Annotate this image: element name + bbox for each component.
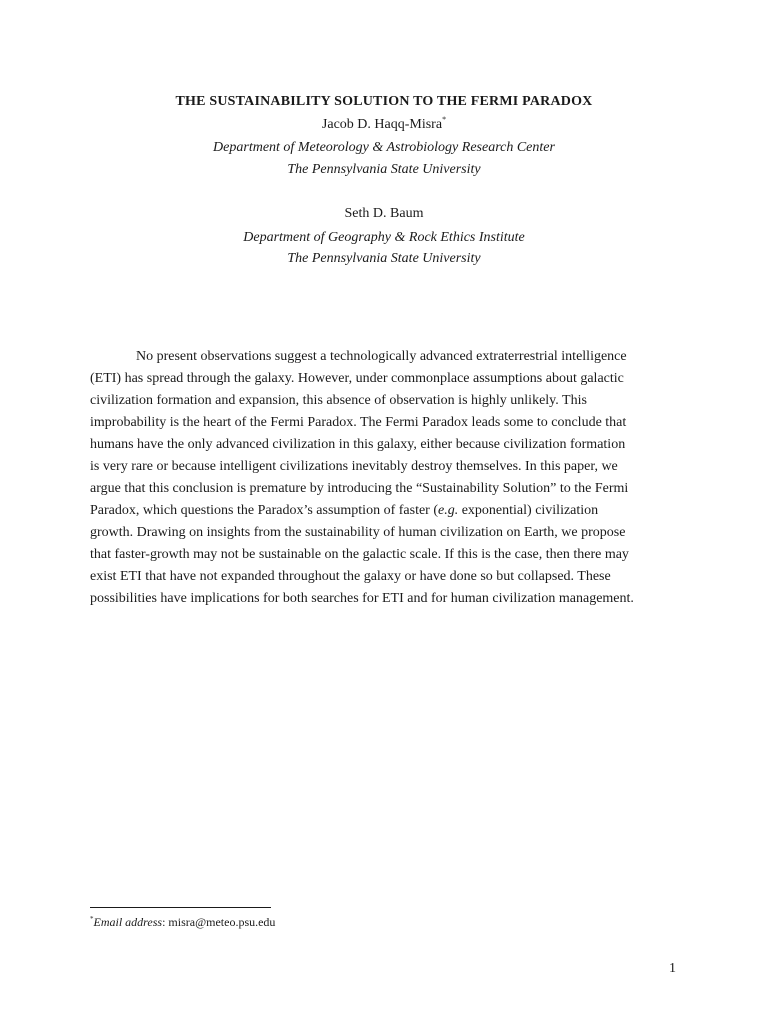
footnote-label: Email address: [93, 915, 163, 929]
abstract-line: argue that this conclusion is premature by introducing the “Sustainability Solution” to the Fermi: [90, 481, 629, 496]
abstract-line-pre: Paradox, which questions the Paradox’s assumption of faster (: [90, 503, 438, 518]
footnote: [90, 915, 275, 930]
abstract-line: growth. Drawing on insights from the sustainability of human civilization on Earth, we propose: [90, 525, 626, 540]
abstract-line: humans have the only advanced civilization in this galaxy, either because civilization formation: [90, 437, 626, 452]
abstract-line: improbability is the heart of the Fermi Paradox. The Fermi Paradox leads some to conclude that: [90, 415, 627, 430]
author-2-affiliation-dept: Department of Geography & Rock Ethics Institute: [243, 230, 525, 245]
abstract-line: possibilities have implications for both searches for ETI and for human civilization management.: [90, 591, 634, 606]
footnote-marker: *: [90, 915, 94, 923]
paper-title: THE SUSTAINABILITY SOLUTION TO THE FERMI PARADOX: [175, 94, 593, 109]
author-2-affiliation-univ: The Pennsylvania State University: [287, 251, 481, 266]
footnote-divider: [90, 907, 271, 908]
author-1-footnote-marker: *: [442, 115, 447, 124]
abstract-line: No present observations suggest a technologically advanced extraterrestrial intelligence: [136, 349, 627, 364]
footnote-separator: :: [162, 915, 169, 929]
abstract-line: (ETI) has spread through the galaxy. However, under commonplace assumptions about galactic: [90, 371, 624, 386]
abstract-line: [90, 500, 680, 522]
footnote-email: misra@meteo.psu.edu: [168, 915, 276, 929]
abstract-line-post: exponential) civilization: [458, 503, 599, 518]
abstract-line-eg: e.g.: [438, 503, 459, 518]
abstract: [90, 346, 680, 610]
author-1-affiliation-univ: The Pennsylvania State University: [287, 162, 481, 177]
page-number: 1: [669, 961, 676, 976]
abstract-line: civilization formation and expansion, this absence of observation is highly unlikely. This: [90, 393, 587, 408]
author-1-name: Jacob D. Haqq-Misra: [321, 117, 443, 132]
abstract-line: is very rare or because intelligent civilizations inevitably destroy themselves. In this paper, we: [90, 459, 618, 474]
abstract-line: that faster-growth may not be sustainable on the galactic scale. If this is the case, then there may: [90, 547, 629, 562]
abstract-line: exist ETI that have not expanded throughout the galaxy or have done so but collapsed. These: [90, 569, 611, 584]
author-2-name: Seth D. Baum: [344, 206, 424, 221]
author-1-affiliation-dept: Department of Meteorology & Astrobiology Research Center: [213, 140, 555, 155]
author-1: [0, 117, 768, 133]
